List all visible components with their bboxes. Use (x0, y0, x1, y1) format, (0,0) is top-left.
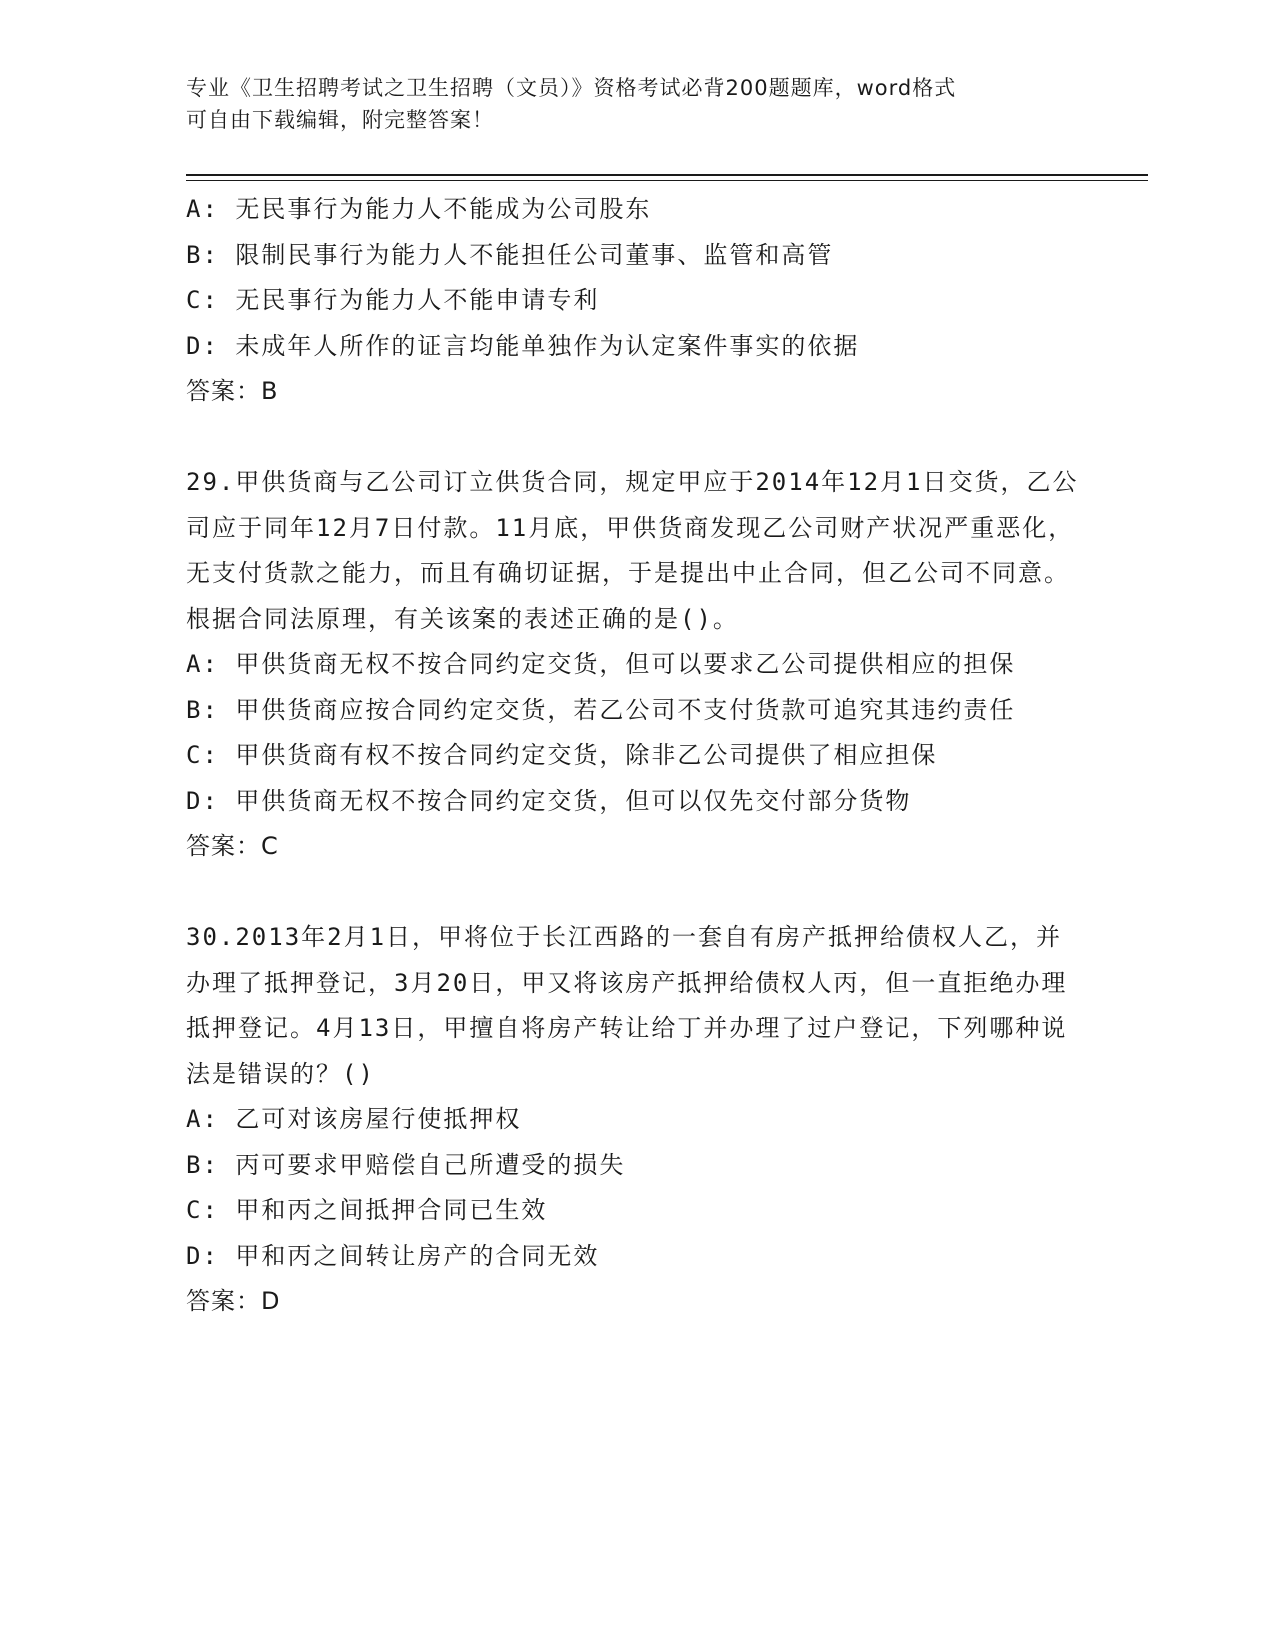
question-28 (186, 187, 1086, 415)
question-29 (186, 460, 1086, 870)
option-a: A: 甲供货商无权不按合同约定交货，但可以要求乙公司提供相应的担保 (186, 650, 1016, 678)
option-c: C: 无民事行为能力人不能申请专利 (186, 286, 600, 314)
option-b: B: 甲供货商应按合同约定交货，若乙公司不支付货款可追究其违约责任 (186, 695, 1016, 724)
option-c: C: 甲和丙之间抵押合同已生效 (186, 1196, 548, 1224)
question-stem: 30.2013年2月1日，甲将位于长江西路的一套自有房产抵押给债权人乙，并办理了抵押登记，3月20日，甲又将该房产抵押给债权人丙，但一直拒绝办理抵押登记。4月13日，甲擅自将房产转让给丁并办理了过户登记，下列哪种说法是错误的？() (186, 923, 1068, 1088)
header-divider (186, 174, 1148, 181)
option-c: C: 甲供货商有权不按合同约定交货，除非乙公司提供了相应担保 (186, 741, 938, 769)
question-30 (186, 915, 1086, 1325)
header-line-2: 可自由下载编辑，附完整答案！ (186, 108, 494, 132)
page-header (186, 72, 1066, 136)
option-d: D: 甲和丙之间转让房产的合同无效 (186, 1241, 600, 1270)
option-b: B: 限制民事行为能力人不能担任公司董事、监管和高管 (186, 240, 834, 269)
spacer (186, 415, 1086, 461)
option-b: B: 丙可要求甲赔偿自己所遭受的损失 (186, 1150, 626, 1179)
option-a: A: 无民事行为能力人不能成为公司股东 (186, 195, 652, 223)
question-stem: 29.甲供货商与乙公司订立供货合同，规定甲应于2014年12月1日交货，乙公司应于同年12月7日付款。11月底，甲供货商发现乙公司财产状况严重恶化，无支付货款之能力，而且有确切证据，于是提出中止合同，但乙公司不同意。根据合同法原理，有关该案的表述正确的是()。 (186, 468, 1079, 633)
question-content (186, 187, 1086, 1325)
option-a: A: 乙可对该房屋行使抵押权 (186, 1105, 522, 1133)
answer: 答案：B (186, 377, 279, 405)
spacer (186, 870, 1086, 916)
answer: 答案：C (186, 832, 279, 860)
header-line-1: 专业《卫生招聘考试之卫生招聘（文员）》资格考试必背200题题库，word格式 (186, 76, 957, 100)
option-d: D: 甲供货商无权不按合同约定交货，但可以仅先交付部分货物 (186, 786, 912, 815)
answer: 答案：D (186, 1287, 281, 1315)
option-d: D: 未成年人所作的证言均能单独作为认定案件事实的依据 (186, 331, 860, 360)
